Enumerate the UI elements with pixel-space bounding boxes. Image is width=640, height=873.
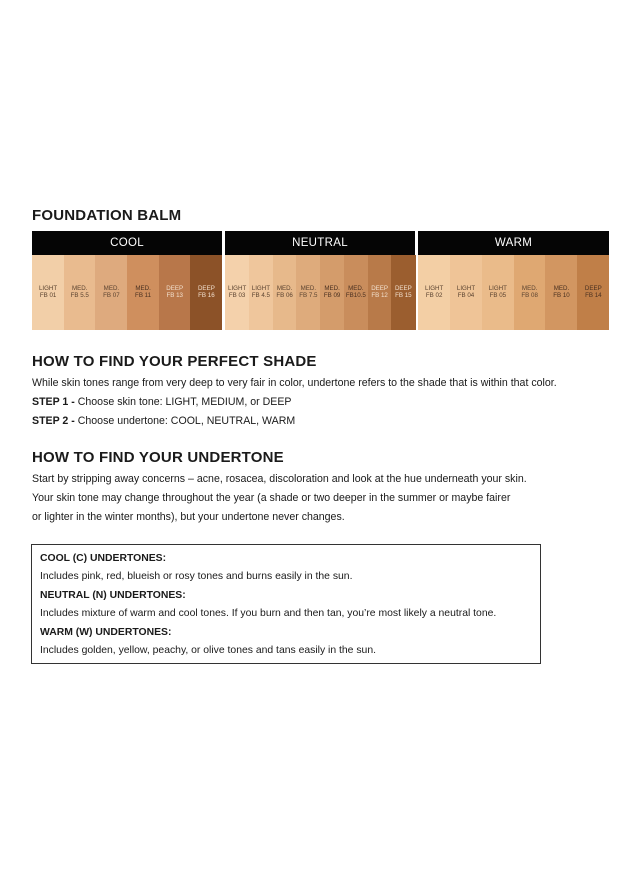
shade-swatch bbox=[344, 255, 368, 330]
shade-depth-label: LIGHT bbox=[456, 285, 476, 292]
shade-depth-label: DEEP bbox=[584, 285, 602, 292]
shade-swatch bbox=[296, 255, 320, 330]
step-1 bbox=[32, 396, 291, 409]
shade-swatch-label bbox=[418, 285, 450, 299]
shade-code-label: FB10.5 bbox=[345, 292, 366, 299]
shade-depth-label: DEEP bbox=[371, 285, 389, 292]
shade-depth-label: LIGHT bbox=[38, 285, 58, 292]
warm-undertones-description: Includes golden, yellow, peachy, or olive tones and tans easily in the sun. bbox=[40, 645, 376, 656]
step-2-text: Choose undertone: COOL, NEUTRAL, WARM bbox=[74, 415, 296, 427]
shade-swatch-label bbox=[249, 285, 273, 299]
group-header-warm: WARM bbox=[418, 231, 609, 255]
undertone-text-line-2: Your skin tone may change throughout the year (a shade or two deeper in the summer or maybe fairer bbox=[32, 492, 511, 504]
shade-code-label: FB 7.5 bbox=[299, 292, 318, 299]
shade-swatch-label bbox=[320, 285, 344, 299]
shade-depth-label: MED. bbox=[276, 285, 293, 292]
shade-depth-label: MED. bbox=[348, 285, 364, 292]
shade-swatch-label bbox=[95, 285, 127, 299]
shade-code-label: FB 10 bbox=[553, 292, 570, 299]
shade-swatch bbox=[64, 255, 96, 330]
undertone-text-line-3: or lighter in the winter months), but your undertone never changes. bbox=[32, 511, 345, 523]
step-1-text: Choose skin tone: LIGHT, MEDIUM, or DEEP bbox=[74, 396, 292, 408]
shade-swatch-label bbox=[64, 285, 96, 299]
shade-code-label: FB 05 bbox=[489, 292, 507, 299]
shade-code-label: FB 16 bbox=[198, 292, 215, 299]
cool-undertones-heading: COOL (C) UNDERTONES: bbox=[40, 553, 167, 564]
shade-swatch-label bbox=[296, 285, 320, 299]
shade-code-label: FB 09 bbox=[323, 292, 341, 299]
warm-undertones-heading: WARM (W) UNDERTONES: bbox=[40, 627, 172, 638]
shade-code-label: FB 01 bbox=[39, 292, 57, 299]
shade-code-label: FB 08 bbox=[521, 292, 538, 299]
shade-depth-label: LIGHT bbox=[488, 285, 507, 292]
shade-depth-label: DEEP bbox=[394, 285, 412, 292]
shade-swatch bbox=[32, 255, 64, 330]
shade-swatch bbox=[159, 255, 191, 330]
undertone-group-headers bbox=[32, 231, 609, 255]
shade-swatch bbox=[482, 255, 514, 330]
shade-depth-label: LIGHT bbox=[251, 285, 270, 292]
shade-swatch-label bbox=[577, 285, 609, 299]
shade-depth-label: DEEP bbox=[166, 285, 184, 292]
shade-swatch bbox=[514, 255, 546, 330]
perfect-shade-intro: While skin tones range from very deep to very fair in color, undertone refers to the shade that is within that color. bbox=[32, 377, 557, 389]
shade-code-label: FB 13 bbox=[166, 292, 183, 299]
cool-undertones-description: Includes pink, red, blueish or rosy tones and burns easily in the sun. bbox=[40, 571, 353, 582]
shade-depth-label: MED. bbox=[521, 285, 538, 292]
shade-swatch bbox=[577, 255, 609, 330]
shade-swatch bbox=[450, 255, 482, 330]
shade-swatch bbox=[225, 255, 249, 330]
shade-swatch bbox=[190, 255, 222, 330]
shade-swatch bbox=[418, 255, 450, 330]
shade-swatch bbox=[545, 255, 577, 330]
shade-depth-label: DEEP bbox=[197, 285, 215, 292]
step-1-label: STEP 1 - bbox=[32, 396, 75, 408]
shade-swatch bbox=[391, 255, 415, 330]
shade-code-label: FB 03 bbox=[228, 292, 246, 299]
shade-swatch-label bbox=[514, 285, 546, 299]
shade-code-label: FB 15 bbox=[395, 292, 412, 299]
group-header-neutral: NEUTRAL bbox=[225, 231, 415, 255]
undertone-heading: HOW TO FIND YOUR UNDERTONE bbox=[32, 449, 284, 466]
shade-depth-label: MED. bbox=[553, 285, 570, 292]
shade-depth-label: LIGHT bbox=[228, 285, 247, 292]
undertone-text-line-1: Start by stripping away concerns – acne, rosacea, discoloration and look at the hue underneath your skin. bbox=[32, 473, 527, 485]
shade-depth-label: MED. bbox=[300, 285, 317, 292]
shade-swatch-label bbox=[391, 285, 415, 299]
shade-swatch-label bbox=[482, 285, 514, 299]
shade-swatch bbox=[249, 255, 273, 330]
shade-depth-label: MED. bbox=[135, 285, 151, 292]
shade-swatch bbox=[368, 255, 392, 330]
shade-swatch-label bbox=[32, 285, 64, 299]
shade-code-label: FB 06 bbox=[276, 292, 293, 299]
shade-depth-label: MED. bbox=[72, 285, 88, 292]
shade-swatch-label bbox=[190, 285, 222, 299]
shade-depth-label: MED. bbox=[324, 285, 340, 292]
shade-swatch bbox=[320, 255, 344, 330]
shade-swatch-strip bbox=[32, 255, 609, 330]
shade-swatch-label bbox=[344, 285, 368, 299]
perfect-shade-heading: HOW TO FIND YOUR PERFECT SHADE bbox=[32, 353, 317, 370]
step-2-label: STEP 2 - bbox=[32, 415, 75, 427]
shade-swatch-label bbox=[450, 285, 482, 299]
shade-swatch-label bbox=[127, 285, 159, 299]
shade-depth-label: LIGHT bbox=[425, 285, 444, 292]
shade-swatch-label bbox=[225, 285, 249, 299]
shade-depth-label: MED. bbox=[103, 285, 120, 292]
shade-code-label: FB 14 bbox=[585, 292, 602, 299]
shade-swatch bbox=[127, 255, 159, 330]
page-title: FOUNDATION BALM bbox=[32, 207, 182, 224]
shade-swatch bbox=[273, 255, 297, 330]
group-header-cool: COOL bbox=[32, 231, 222, 255]
shade-code-label: FB 5.5 bbox=[70, 292, 89, 299]
shade-code-label: FB 12 bbox=[371, 292, 388, 299]
neutral-undertones-heading: NEUTRAL (N) UNDERTONES: bbox=[40, 590, 186, 601]
neutral-undertones-description: Includes mixture of warm and cool tones. If you burn and then tan, you’re most likely a neutral tone. bbox=[40, 608, 497, 619]
shade-code-label: FB 04 bbox=[457, 292, 475, 299]
shade-code-label: FB 4.5 bbox=[251, 292, 270, 299]
shade-code-label: FB 11 bbox=[135, 292, 152, 299]
undertone-info-box bbox=[31, 544, 541, 664]
shade-swatch-label bbox=[159, 285, 191, 299]
shade-swatch-label bbox=[273, 285, 297, 299]
shade-code-label: FB 07 bbox=[103, 292, 120, 299]
shade-swatch-label bbox=[368, 285, 392, 299]
shade-code-label: FB 02 bbox=[425, 292, 443, 299]
shade-swatch bbox=[95, 255, 127, 330]
step-2 bbox=[32, 415, 295, 428]
shade-swatch-label bbox=[545, 285, 577, 299]
